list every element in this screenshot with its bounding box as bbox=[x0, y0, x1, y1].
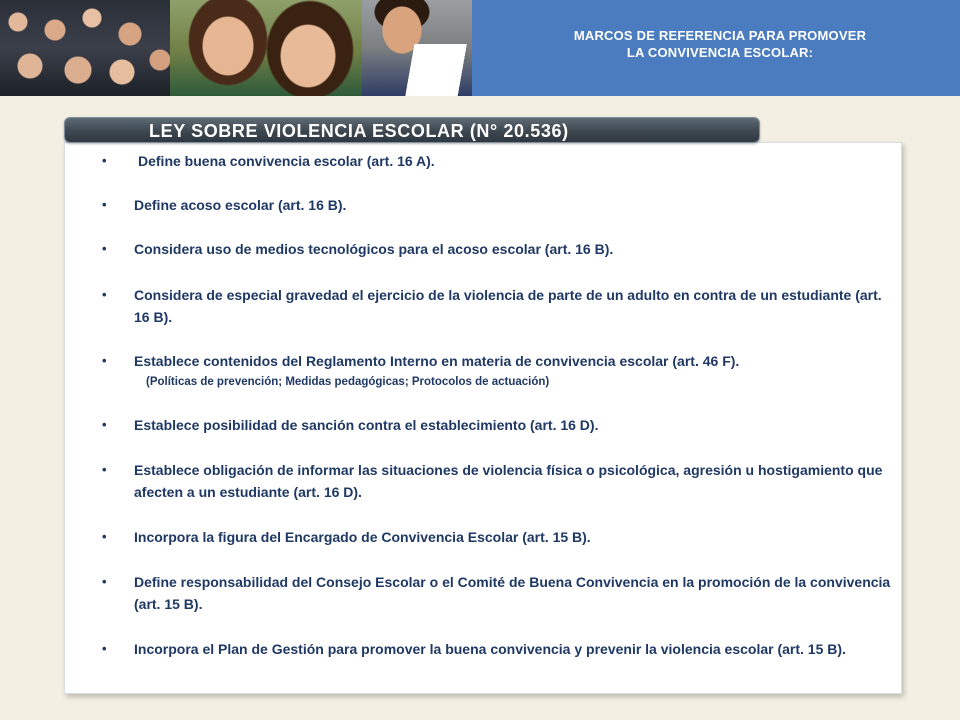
section-title-banner: LEY SOBRE VIOLENCIA ESCOLAR (N° 20.536) bbox=[64, 117, 760, 143]
bullet-icon: • bbox=[102, 241, 107, 256]
bullet-text: Incorpora el Plan de Gestión para promover la buena convivencia y prevenir la violencia escolar (art. 15 B). bbox=[134, 641, 846, 657]
bullet-icon: • bbox=[102, 641, 107, 656]
bullet-item-4 bbox=[102, 284, 894, 328]
bullet-text: Considera de especial gravedad el ejercicio de la violencia de parte de un adulto en contra de un estudiante (art. 16 B). bbox=[134, 287, 882, 325]
girls-smiling-photo bbox=[170, 0, 362, 96]
bullet-icon: • bbox=[102, 153, 107, 168]
bullet-text: Establece obligación de informar las situaciones de violencia física o psicológica, agresión u hostigamiento que afecten a un estudiante (art. 16 D). bbox=[134, 462, 883, 500]
bullet-text: Define responsabilidad del Consejo Escolar o el Comité de Buena Convivencia en la promoción de la convivencia (art. 15 B). bbox=[134, 574, 891, 612]
bullet-icon: • bbox=[102, 574, 107, 589]
bullet-item-3 bbox=[102, 238, 894, 260]
bullet-text: Incorpora la figura del Encargado de Convivencia Escolar (art. 15 B). bbox=[134, 529, 591, 545]
bullet-sub-note: (Políticas de prevención; Medidas pedagógicas; Protocolos de actuación) bbox=[146, 376, 550, 388]
bullet-icon: • bbox=[102, 197, 107, 212]
bullet-icon: • bbox=[102, 353, 107, 368]
bullet-icon: • bbox=[102, 417, 107, 432]
bullet-text: Establece contenidos del Reglamento Interno en materia de convivencia escolar (art. 46 F). bbox=[134, 353, 740, 369]
bullet-icon: • bbox=[102, 529, 107, 544]
bullet-text: Considera uso de medios tecnológicos para el acoso escolar (art. 16 B). bbox=[134, 241, 614, 257]
bullet-item-10 bbox=[102, 638, 894, 660]
header-bar bbox=[0, 0, 960, 96]
bullet-text: Define acoso escolar (art. 16 B). bbox=[134, 197, 347, 213]
bullet-item-7 bbox=[102, 459, 894, 503]
bullet-item-6 bbox=[102, 414, 894, 436]
header-title-line-1: MARCOS DE REFERENCIA PARA PROMOVER bbox=[573, 28, 867, 43]
students-crowd-photo bbox=[0, 0, 170, 96]
boy-reading-photo bbox=[362, 0, 472, 96]
bullet-icon: • bbox=[102, 287, 107, 302]
bullet-item-8 bbox=[102, 526, 894, 548]
bullet-item-5 bbox=[102, 350, 894, 372]
bullet-text: Establece posibilidad de sanción contra el establecimiento (art. 16 D). bbox=[134, 417, 599, 433]
bullet-item-1 bbox=[102, 150, 898, 172]
bullet-item-2 bbox=[102, 194, 894, 216]
bullet-icon: • bbox=[102, 462, 107, 477]
header-title-line-2: LA CONVIVENCIA ESCOLAR: bbox=[626, 45, 814, 60]
header-title bbox=[480, 27, 960, 61]
bullet-text: Define buena convivencia escolar (art. 16 A). bbox=[138, 153, 435, 169]
bullet-item-9 bbox=[102, 571, 894, 615]
